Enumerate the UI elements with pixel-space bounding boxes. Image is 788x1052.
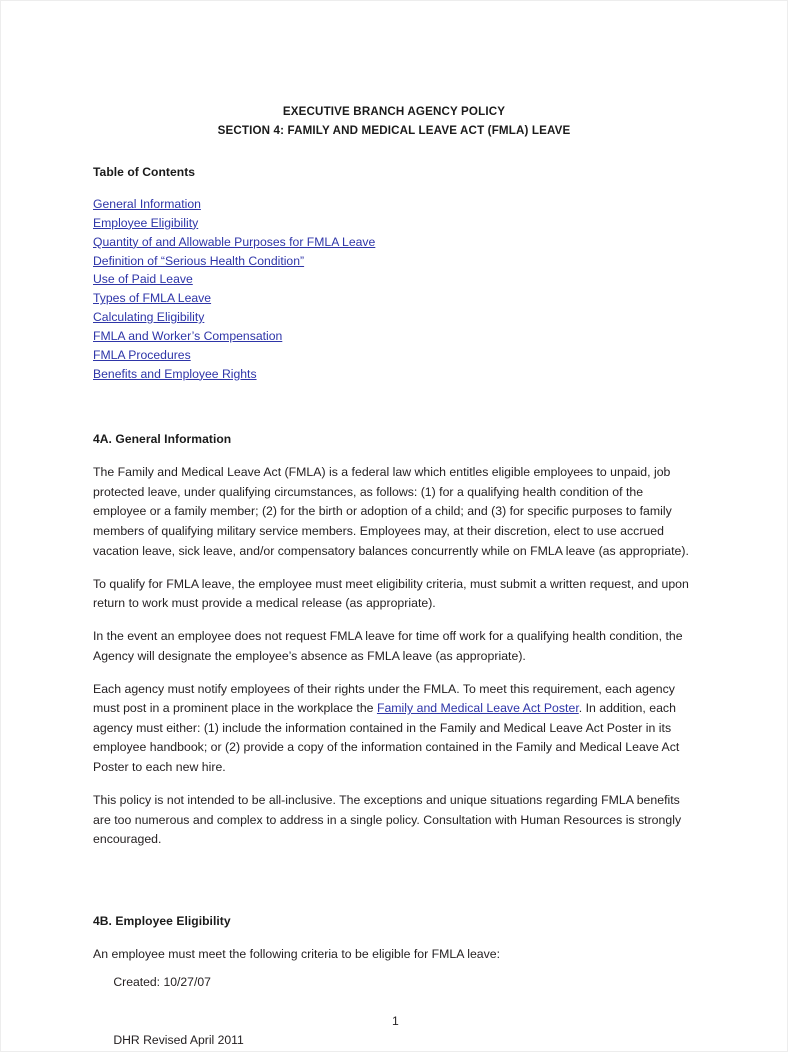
footer-revised-row bbox=[93, 1012, 695, 1052]
list-item bbox=[93, 308, 695, 327]
spacer bbox=[93, 383, 695, 430]
list-item bbox=[93, 252, 695, 271]
list-item bbox=[93, 365, 695, 384]
footer-created-row bbox=[93, 953, 695, 1012]
list-item bbox=[93, 270, 695, 289]
list-item bbox=[93, 289, 695, 308]
section-4a-paragraph-5: This policy is not intended to be all-inclusive. The exceptions and unique situations regarding FMLA benefits are too numerous and complex to address in a single policy. Consultation with Human Resources is strongly encouraged. bbox=[93, 793, 682, 847]
section-4a-paragraph-4 bbox=[93, 666, 695, 777]
toc-link-use-of-paid-leave[interactable]: Use of Paid Leave bbox=[93, 272, 193, 287]
list-item bbox=[93, 233, 695, 252]
toc-link-calculating-eligibility[interactable]: Calculating Eligibility bbox=[93, 310, 205, 325]
toc-link-general-information[interactable]: General Information bbox=[93, 197, 201, 211]
toc-link-fmla-procedures[interactable]: FMLA Procedures bbox=[93, 347, 191, 362]
section-4a-paragraph-2: To qualify for FMLA leave, the employee must meet eligibility criteria, must submit a written request, and upon return to work must provide a medical release (as appropriate). bbox=[93, 576, 689, 611]
section-4a-paragraph-4-text-after: . In addition, each agency must either: (1) include the information contained in the Family and Medical Leave Act Poster in its employee handbook; or (2) provide a copy of the information contained in the Family and Medical Leave Act Poster to each new hire. bbox=[93, 701, 680, 774]
section-4a-paragraph-3: In the event an employee does not request FMLA leave for time off work for a qualifying health condition, the Agency will designate the employee’s absence as FMLA leave (as appropriate). bbox=[93, 629, 683, 663]
document-title-line-2: SECTION 4: FAMILY AND MEDICAL LEAVE ACT (FMLA) LEAVE bbox=[217, 124, 571, 138]
document-title-line-1: EXECUTIVE BRANCH AGENCY POLICY bbox=[282, 105, 506, 118]
page-footer bbox=[93, 953, 695, 1052]
table-of-contents-heading: Table of Contents bbox=[93, 164, 196, 179]
toc-link-employee-eligibility[interactable]: Employee Eligibility bbox=[93, 215, 199, 230]
toc-link-quantity-and-allowable-purposes[interactable]: Quantity of and Allowable Purposes for FMLA Leave bbox=[93, 234, 376, 249]
list-item bbox=[93, 195, 695, 214]
fmla-poster-link[interactable]: Family and Medical Leave Act Poster bbox=[376, 701, 579, 716]
list-item bbox=[93, 327, 695, 346]
page-number: 1 bbox=[392, 1013, 399, 1028]
toc-link-fmla-and-workers-compensation[interactable]: FMLA and Worker’s Compensation bbox=[93, 328, 283, 343]
section-4b-paragraph-1: An employee must meet the following criteria to be eligible for FMLA leave: bbox=[93, 946, 501, 961]
list-item bbox=[93, 214, 695, 233]
document-title bbox=[93, 1, 695, 141]
spacer bbox=[93, 931, 695, 945]
spacer bbox=[93, 850, 695, 912]
section-heading-4a: 4A. General Information bbox=[93, 432, 232, 447]
table-of-contents-list bbox=[93, 182, 695, 383]
footer-created-date: Created: 10/27/07 bbox=[113, 974, 211, 989]
toc-link-types-of-fmla-leave[interactable]: Types of FMLA Leave bbox=[93, 291, 212, 306]
toc-link-definition-serious-health-condition[interactable]: Definition of “Serious Health Condition” bbox=[93, 253, 305, 268]
section-4a-paragraph-4-text-before: Each agency must notify employees of their rights under the FMLA. To meet this requirement, each agency must post in a prominent place in the workplace the bbox=[93, 681, 675, 716]
section-heading-4b: 4B. Employee Eligibility bbox=[93, 913, 231, 928]
toc-link-benefits-and-employee-rights[interactable]: Benefits and Employee Rights bbox=[93, 366, 257, 381]
list-item bbox=[93, 346, 695, 365]
section-4a-paragraph-1: The Family and Medical Leave Act (FMLA) is a federal law which entitles eligible employees to unpaid, job protected leave, under qualifying circumstances, as follows: (1) for a qualifying health condition of the employee or a family member; (2) for the birth or adoption of a child; and (3) for specific purposes to family members of qualifying military service members. Employees may, at their discretion, elect to use accrued vacation leave, sick leave, and/or compensatory balances concurrently while on FMLA leave (as appropriate). bbox=[93, 465, 689, 558]
document-content bbox=[93, 1, 695, 964]
spacer bbox=[93, 450, 695, 464]
footer-revised-date: DHR Revised April 2011 bbox=[113, 1033, 244, 1048]
